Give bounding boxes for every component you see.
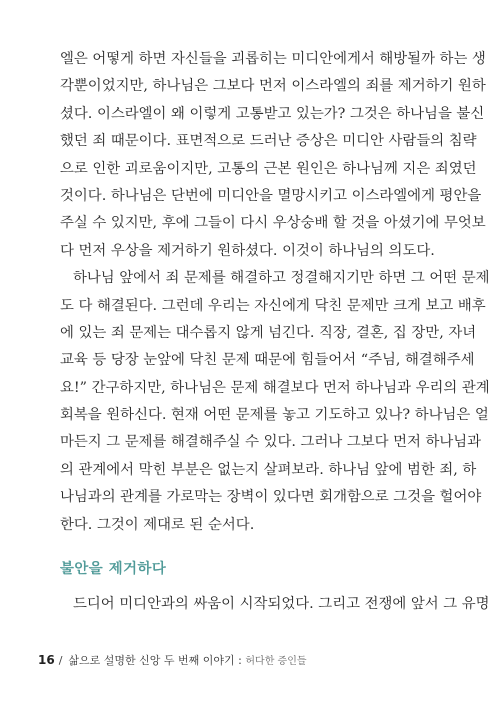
text-line: 한다. 그것이 제대로 된 순서다. [60, 516, 255, 533]
text-line: 요!” 간구하지만, 하나님은 문제 해결보다 먼저 하나님과 우리의 관계 [60, 379, 490, 396]
footer-separator: / [58, 654, 63, 667]
text-line: 교육 등 당장 눈앞에 닥친 문제 때문에 힘들어서 “주님, 해결해주세 [60, 352, 475, 369]
text-line: 의 관계에서 막힌 부분은 없는지 살펴보라. 하나님 앞에 범한 죄, 하 [60, 461, 477, 478]
section-heading: 불안을 제거하다 [60, 561, 167, 577]
body-text [60, 46, 490, 539]
text-line: 다 먼저 우상을 제거하기 원하셨다. 이것이 하나님의 의도다. [60, 242, 435, 259]
text-line: 으로 인한 괴로움이지만, 고통의 근본 원인은 하나님께 지은 죄였던 [60, 160, 477, 177]
text-line: 하나님 앞에서 죄 문제를 해결하고 정결해지기만 하면 그 어떤 문제 [73, 270, 490, 287]
text-line: 나님과의 관계를 가로막는 장벽이 있다면 회개함으로 그것을 헐어야 [60, 489, 482, 506]
page-footer [38, 652, 307, 668]
text-line: 도 다 해결된다. 그런데 우리는 자신에게 닥친 문제만 크게 보고 배후 [60, 297, 486, 314]
paragraph-1 [60, 46, 486, 265]
book-title: 삶으로 설명한 신앙 두 번째 이야기 : [68, 654, 242, 667]
paragraph-2 [60, 265, 490, 539]
text-line: 드디어 미디안과의 싸움이 시작되었다. 그리고 전쟁에 앞서 그 유명 [73, 596, 490, 612]
text-line: 주실 수 있지만, 후에 그들이 다시 우상숭배 할 것을 아셨기에 무엇보 [60, 215, 486, 232]
text-line: 회복을 원하신다. 현재 어떤 문제를 놓고 기도하고 있나? 하나님은 얼 [60, 407, 489, 424]
text-line: 것이다. 하나님은 단번에 미디안을 멸망시키고 이스라엘에게 평안을 [60, 187, 482, 204]
paragraph-3 [60, 591, 490, 618]
page-number: 16 [38, 653, 55, 667]
text-line: 각뿐이었지만, 하나님은 그보다 먼저 이스라엘의 죄를 제거하기 원하 [60, 78, 486, 95]
text-line: 엘은 어떻게 하면 자신들을 괴롭히는 미디안에게서 해방될까 하는 생 [60, 51, 486, 67]
text-line: 했던 죄 때문이다. 표면적으로 드러난 증상은 미디안 사람들의 침략 [60, 133, 477, 150]
text-line: 셨다. 이스라엘이 왜 이렇게 고통받고 있는가? 그것은 하나님을 불신 [60, 105, 485, 122]
book-subtitle: 허다한 증인들 [245, 656, 307, 667]
text-line: 마든지 그 문제를 해결해주실 수 있다. 그러나 그보다 먼저 하나님과 [60, 434, 482, 451]
text-line: 에 있는 죄 문제는 대수롭지 않게 넘긴다. 직장, 결혼, 집 장만, 자녀 [60, 324, 477, 341]
